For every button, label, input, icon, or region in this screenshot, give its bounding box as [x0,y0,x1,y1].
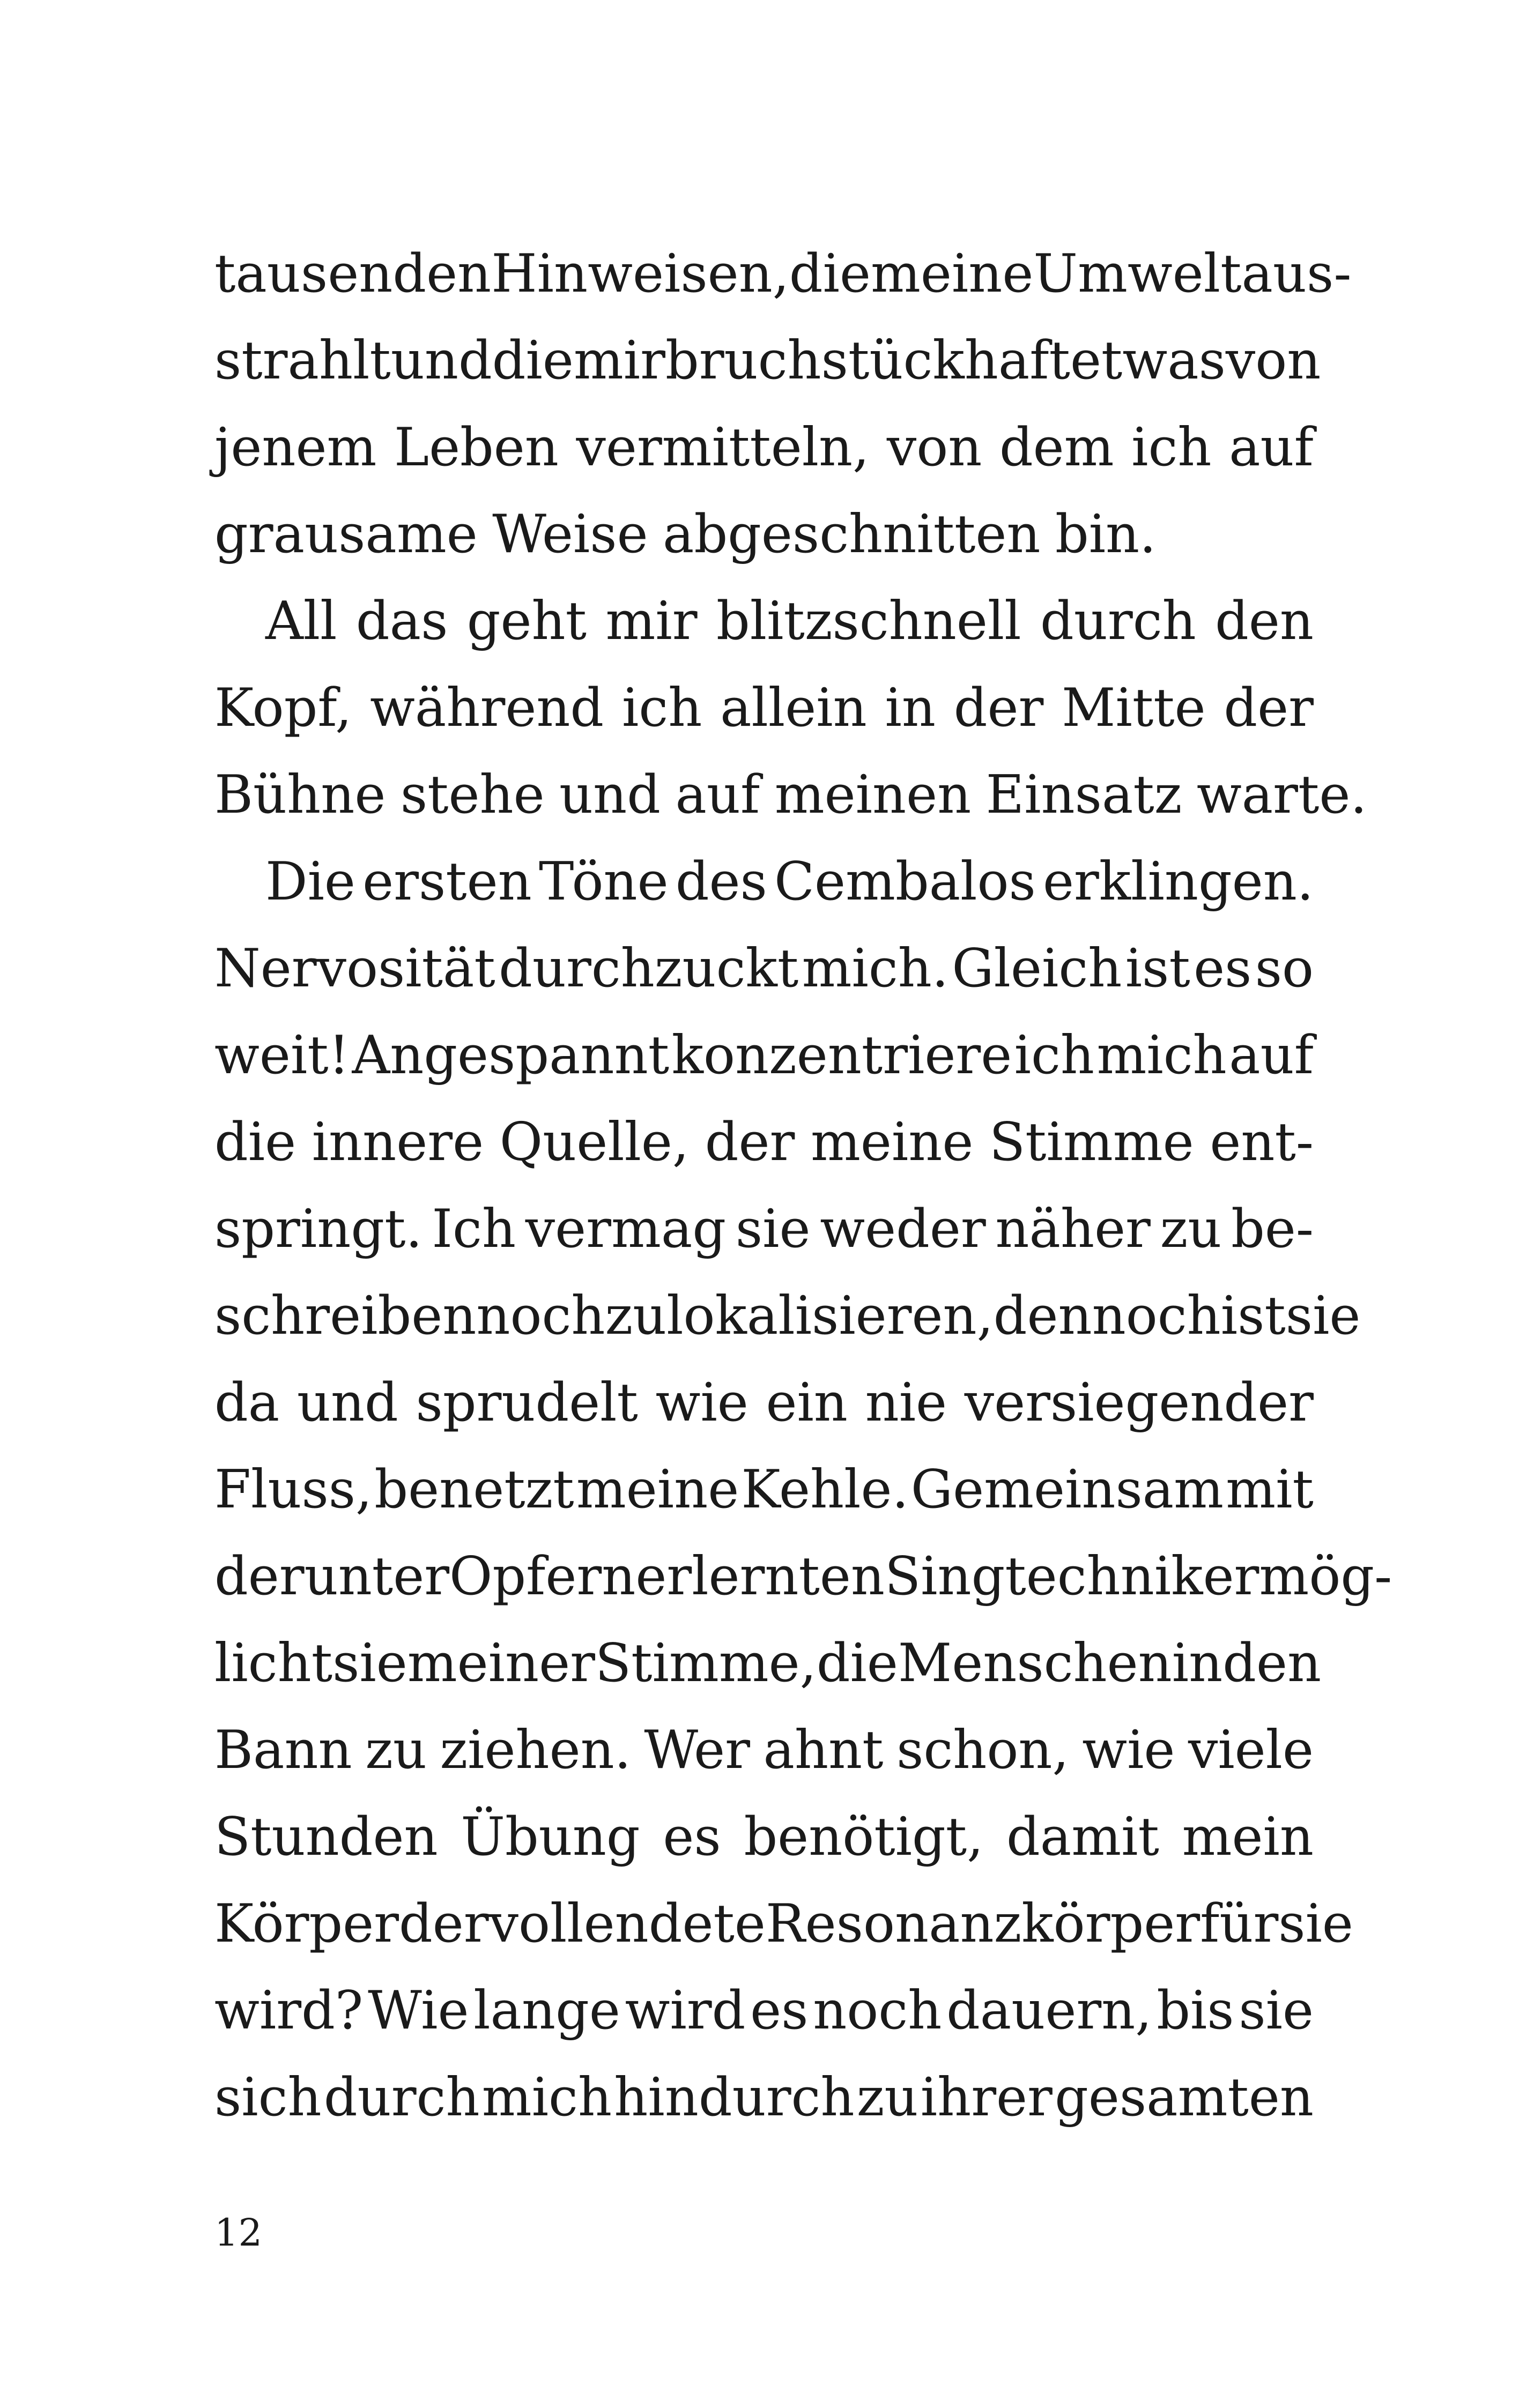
text-line: jenem Leben vermitteln, von dem ich auf [214,417,1314,478]
text-line: tausenden Hinweisen, die meine Umwelt aus- [214,243,1352,304]
text-line: springt. Ich vermag sie weder näher zu be- [214,1199,1314,1260]
text-line: Stunden Übung es benötigt, damit mein [214,1807,1314,1868]
text-line: licht sie meiner Stimme, die Menschen in den [214,1633,1322,1694]
text-line: sich durch mich hindurch zu ihrer gesamten [214,2067,1314,2128]
text-line: Nervosität durchzuckt mich. Gleich ist es so [214,938,1314,999]
text-line: All das geht mir blitzschnell durch den [265,591,1314,652]
text-line: da und sprudelt wie ein nie versiegender [214,1372,1314,1433]
text-line: grausame Weise abgeschnitten bin. [214,504,1157,565]
body-text [214,231,1392,2141]
text-line: die innere Quelle, der meine Stimme ent- [214,1112,1314,1173]
text-line: strahlt und die mir bruchstückhaft etwas von [214,330,1321,391]
text-line: weit! Angespannt konzentriere ich mich auf [214,1025,1314,1086]
text-line: wird? Wie lange wird es noch dauern, bis sie [214,1980,1314,2041]
text-line: der unter Opfern erlernten Singtechnik ermög- [214,1546,1392,1607]
text-line: schreiben noch zu lokalisieren, dennoch ist sie [214,1285,1361,1347]
page-number: 12 [214,2211,263,2255]
text-line: Bann zu ziehen. Wer ahnt schon, wie viele [214,1720,1314,1781]
text-line: Fluss, benetzt meine Kehle. Gemeinsam mit [214,1459,1314,1520]
text-line: Kopf, während ich allein in der Mitte der [214,678,1314,739]
text-line: Körper der vollendete Resonanzkörper für sie [214,1893,1353,1954]
text-line: Bühne stehe und auf meinen Einsatz warte. [214,764,1367,826]
text-line: Die ersten Töne des Cembalos erklingen. [265,851,1314,912]
